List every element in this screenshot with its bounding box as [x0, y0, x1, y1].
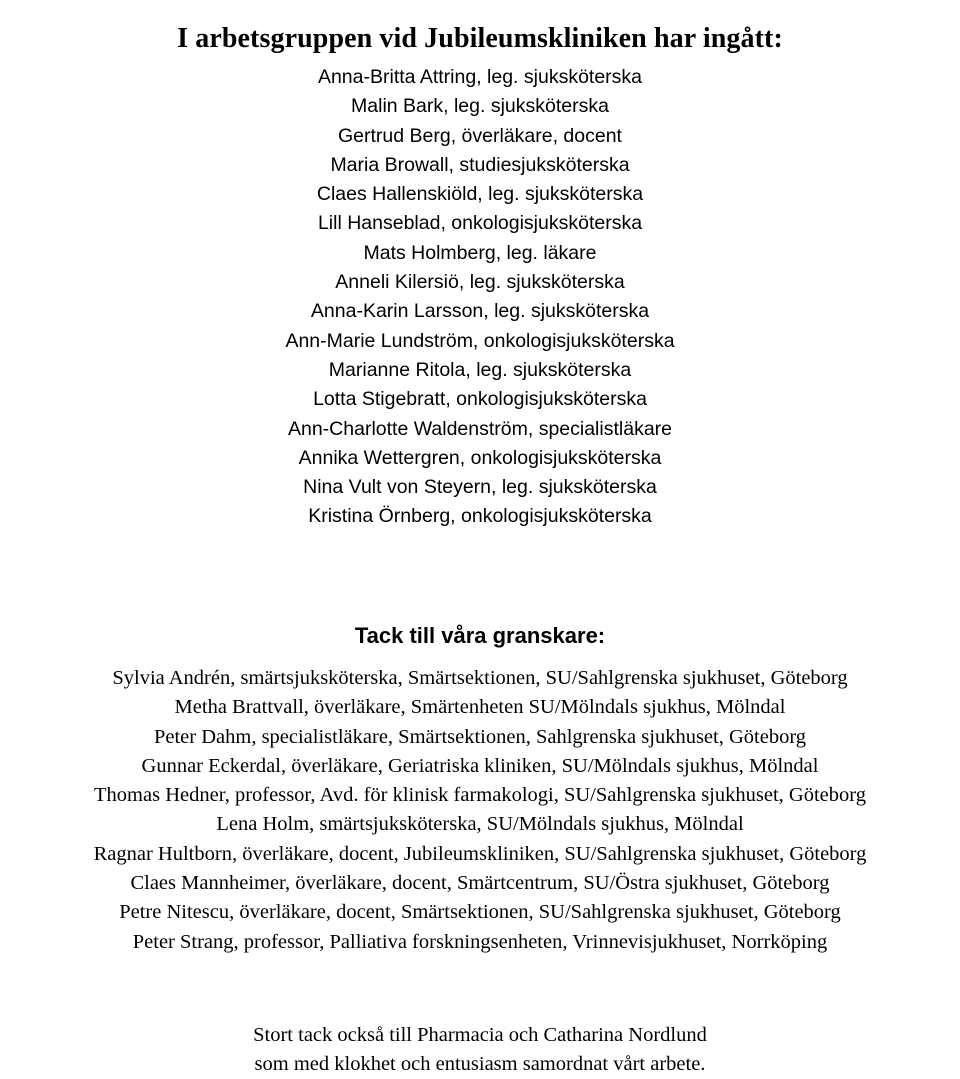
work-group-member: Nina Vult von Steyern, leg. sjuksköterska	[303, 476, 657, 499]
reviewer-entry: Petre Nitescu, överläkare, docent, Smärtsektionen, SU/Sahlgrenska sjukhuset, Göteborg	[119, 901, 841, 924]
work-group-member: Kristina Örnberg, onkologisjuksköterska	[308, 505, 652, 528]
work-group-member: Gertrud Berg, överläkare, docent	[338, 124, 622, 147]
reviewer-entry: Ragnar Hultborn, överläkare, docent, Jubileumskliniken, SU/Sahlgrenska sjukhuset, Göteborg	[93, 842, 867, 865]
work-group-member: Lill Hanseblad, onkologisjuksköterska	[317, 212, 643, 235]
reviewer-entry: Claes Mannheimer, överläkare, docent, Smärtcentrum, SU/Östra sjukhuset, Göteborg	[130, 872, 830, 895]
reviewer-entry: Peter Strang, professor, Palliativa forskningsenheten, Vrinnevisjukhuset, Norrköping	[132, 930, 828, 953]
reviewer-entry: Gunnar Eckerdal, överläkare, Geriatriska kliniken, SU/Mölndals sjukhus, Mölndal	[141, 754, 819, 777]
work-group-member: Ann-Marie Lundström, onkologisjuksköterska	[285, 329, 675, 352]
work-group-member: Mats Holmberg, leg. läkare	[363, 241, 597, 264]
page-title: I arbetsgruppen vid Jubileumskliniken har ingått:	[177, 22, 783, 54]
reviewer-entry: Peter Dahm, specialistläkare, Smärtsektionen, Sahlgrenska sjukhuset, Göteborg	[153, 725, 807, 748]
work-group-member: Maria Browall, studiesjuksköterska	[330, 153, 630, 176]
reviewers-heading: Tack till våra granskare:	[354, 623, 606, 649]
work-group-member: Anneli Kilersiö, leg. sjuksköterska	[335, 271, 625, 294]
work-group-member: Anna-Britta Attring, leg. sjuksköterska	[317, 66, 643, 88]
work-group-member: Marianne Ritola, leg. sjuksköterska	[328, 358, 632, 381]
work-group-member: Annika Wettergren, onkologisjuksköterska	[298, 446, 662, 469]
reviewer-list	[0, 664, 960, 957]
reviewer-entry: Sylvia Andrén, smärtsjuksköterska, Smärtsektionen, SU/Sahlgrenska sjukhuset, Göteborg	[112, 667, 848, 689]
reviewer-entry: Thomas Hedner, professor, Avd. för klinisk farmakologi, SU/Sahlgrenska sjukhuset, Göteborg	[94, 784, 866, 807]
work-group-member: Malin Bark, leg. sjuksköterska	[351, 95, 609, 118]
work-group-member: Anna-Karin Larsson, leg. sjuksköterska	[310, 300, 650, 323]
work-group-member: Lotta Stigebratt, onkologisjuksköterska	[313, 388, 647, 411]
acknowledgement-line: som med klokhet och entusiasm samordnat vårt arbete.	[254, 1053, 706, 1075]
work-group-list	[0, 63, 960, 532]
reviewer-entry: Lena Holm, smärtsjuksköterska, SU/Mölndals sjukhus, Mölndal	[216, 813, 744, 836]
work-group-member: Claes Hallenskiöld, leg. sjuksköterska	[316, 183, 644, 206]
acknowledgement-line: Stort tack också till Pharmacia och Catharina Nordlund	[253, 1024, 707, 1046]
reviewer-entry: Metha Brattvall, överläkare, Smärtenheten SU/Mölndals sjukhus, Mölndal	[174, 696, 786, 719]
acknowledgement	[0, 1021, 960, 1079]
work-group-member: Ann-Charlotte Waldenström, specialistläkare	[287, 417, 673, 440]
